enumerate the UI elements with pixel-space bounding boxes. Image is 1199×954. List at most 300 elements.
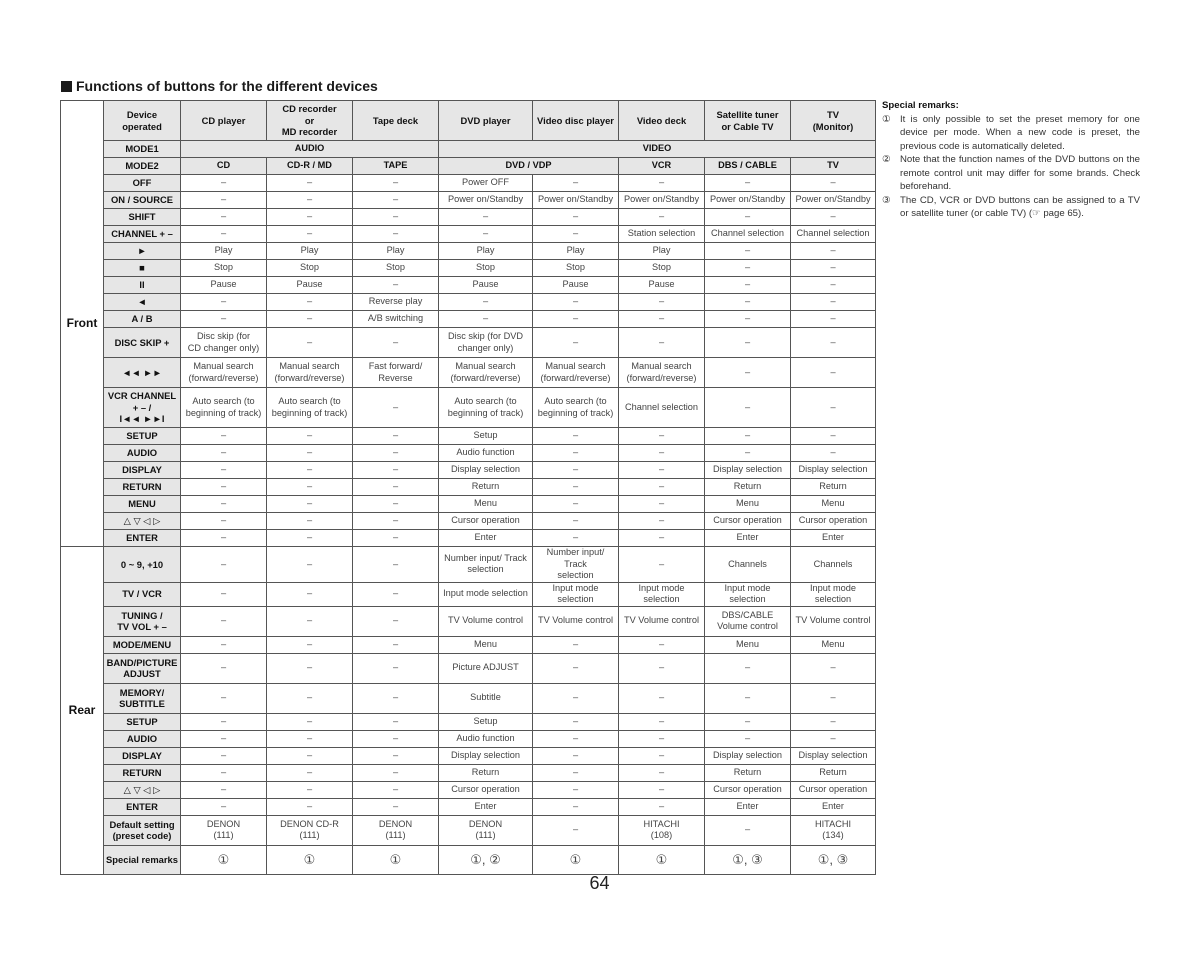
table-cell: – <box>619 479 705 496</box>
table-cell: Subtitle <box>439 683 533 713</box>
table-cell: Menu <box>791 496 876 513</box>
preset-code: – <box>533 815 619 845</box>
table-cell: – <box>619 445 705 462</box>
table-cell: – <box>181 479 267 496</box>
table-cell: Manual search (forward/reverse) <box>439 358 533 388</box>
table-row <box>61 606 876 636</box>
table-cell: – <box>533 496 619 513</box>
mode2-dbs_cable: DBS / CABLE <box>705 158 791 175</box>
table-cell: – <box>619 513 705 530</box>
button-label: AUDIO <box>104 445 181 462</box>
table-cell: – <box>791 713 876 730</box>
table-cell: – <box>533 226 619 243</box>
header-device-2: CD recorder or MD recorder <box>267 101 353 141</box>
remark-mark: ① <box>619 845 705 874</box>
header-device-5: Video disc player <box>533 101 619 141</box>
table-cell: – <box>619 764 705 781</box>
table-cell: Stop <box>181 260 267 277</box>
table-cell: Input mode selection <box>533 582 619 606</box>
table-cell: – <box>533 781 619 798</box>
table-body <box>61 101 876 875</box>
table-cell: – <box>353 713 439 730</box>
table-cell: – <box>181 530 267 547</box>
preset-code: DENON (111) <box>439 815 533 845</box>
mode2-cd: CD <box>181 158 267 175</box>
table-cell: – <box>267 462 353 479</box>
table-row <box>61 209 876 226</box>
preset-code: HITACHI (134) <box>791 815 876 845</box>
table-cell: Cursor operation <box>705 781 791 798</box>
table-cell: Pause <box>267 277 353 294</box>
table-cell: – <box>533 730 619 747</box>
table-cell: TV Volume control <box>791 606 876 636</box>
table-cell: – <box>181 798 267 815</box>
table-cell: – <box>181 175 267 192</box>
table-cell: Manual search (forward/reverse) <box>619 358 705 388</box>
button-label: ► <box>104 243 181 260</box>
table-cell: – <box>181 547 267 583</box>
table-cell: Input mode selection <box>439 582 533 606</box>
table-cell: Enter <box>791 798 876 815</box>
table-cell: Menu <box>791 636 876 653</box>
table-cell: – <box>533 713 619 730</box>
remark-number: ③ <box>882 194 891 206</box>
table-row <box>61 175 876 192</box>
table-row <box>61 226 876 243</box>
table-cell: – <box>533 479 619 496</box>
button-label: MEMORY/ SUBTITLE <box>104 683 181 713</box>
table-cell: Menu <box>439 636 533 653</box>
header-device-7: Satellite tuner or Cable TV <box>705 101 791 141</box>
table-cell: – <box>181 747 267 764</box>
table-cell: – <box>181 653 267 683</box>
table-cell: TV Volume control <box>619 606 705 636</box>
table-cell: Play <box>619 243 705 260</box>
table-cell: – <box>533 311 619 328</box>
table-cell: – <box>619 547 705 583</box>
table-cell: Pause <box>619 277 705 294</box>
table-cell: Enter <box>439 798 533 815</box>
table-cell: Audio function <box>439 445 533 462</box>
table-cell: – <box>267 428 353 445</box>
table-cell: – <box>181 311 267 328</box>
page-number: 64 <box>589 873 610 893</box>
button-label: △ ▽ ◁ ▷ <box>104 513 181 530</box>
table-cell: Display selection <box>705 462 791 479</box>
table-cell: – <box>181 294 267 311</box>
table-cell: Auto search (to beginning of track) <box>181 388 267 428</box>
table-row <box>61 358 876 388</box>
table-cell: – <box>791 445 876 462</box>
default-setting-label: Default setting (preset code) <box>104 815 181 845</box>
remark-mark: ① <box>267 845 353 874</box>
remark-number: ② <box>882 154 891 165</box>
table-cell: Pause <box>181 277 267 294</box>
table-cell: – <box>705 175 791 192</box>
button-label: ENTER <box>104 530 181 547</box>
table-cell: Display selection <box>791 462 876 479</box>
table-row <box>61 530 876 547</box>
table-cell: – <box>619 798 705 815</box>
button-label: △ ▽ ◁ ▷ <box>104 781 181 798</box>
section-heading <box>61 78 378 94</box>
table-row <box>61 101 876 141</box>
button-label: BAND/PICTURE ADJUST <box>104 653 181 683</box>
table-row <box>61 445 876 462</box>
table-cell: – <box>353 747 439 764</box>
table-cell: – <box>353 683 439 713</box>
table-cell: Reverse play <box>353 294 439 311</box>
special-remarks <box>882 99 1140 221</box>
preset-code: DENON (111) <box>353 815 439 845</box>
table-cell: TV Volume control <box>439 606 533 636</box>
table-cell: Power OFF <box>439 175 533 192</box>
table-cell: – <box>705 294 791 311</box>
table-cell: – <box>791 209 876 226</box>
table-cell: Setup <box>439 713 533 730</box>
table-cell: – <box>353 479 439 496</box>
table-cell: – <box>533 798 619 815</box>
preset-code: HITACHI (108) <box>619 815 705 845</box>
button-label: ON / SOURCE <box>104 192 181 209</box>
table-row <box>61 428 876 445</box>
table-cell: Pause <box>533 277 619 294</box>
table-cell: Return <box>705 764 791 781</box>
table-cell: – <box>267 730 353 747</box>
table-cell: – <box>439 209 533 226</box>
table-cell: – <box>619 683 705 713</box>
table-cell: – <box>353 428 439 445</box>
button-label: ENTER <box>104 798 181 815</box>
button-label: ◄◄ ►► <box>104 358 181 388</box>
table-row <box>61 311 876 328</box>
header-device-8: TV (Monitor) <box>791 101 876 141</box>
button-label: ◄ <box>104 294 181 311</box>
table-cell: – <box>353 513 439 530</box>
mode2-tv: TV <box>791 158 876 175</box>
table-cell: Power on/Standby <box>791 192 876 209</box>
remark-mark: ①, ③ <box>705 845 791 874</box>
table-cell: – <box>181 781 267 798</box>
table-row <box>61 547 876 583</box>
table-cell: – <box>533 636 619 653</box>
table-cell: – <box>353 582 439 606</box>
table-cell: – <box>619 747 705 764</box>
table-cell: – <box>353 547 439 583</box>
table-cell: Pause <box>439 277 533 294</box>
button-label: DISPLAY <box>104 462 181 479</box>
table-cell: Stop <box>619 260 705 277</box>
table-cell: – <box>533 683 619 713</box>
table-cell: – <box>705 653 791 683</box>
section-rear-label: Rear <box>61 547 104 875</box>
button-label: MODE/MENU <box>104 636 181 653</box>
table-cell: – <box>791 277 876 294</box>
mode2-dvd_vdp: DVD / VDP <box>439 158 619 175</box>
table-row <box>61 764 876 781</box>
table-cell: – <box>791 388 876 428</box>
table-cell: – <box>353 636 439 653</box>
table-cell: Power on/Standby <box>533 192 619 209</box>
table-cell: – <box>619 175 705 192</box>
mode2-tape: TAPE <box>353 158 439 175</box>
table-cell: – <box>619 294 705 311</box>
table-cell: – <box>267 582 353 606</box>
table-cell: Input mode selection <box>619 582 705 606</box>
table-cell: – <box>181 209 267 226</box>
table-cell: – <box>353 328 439 358</box>
table-cell: – <box>267 479 353 496</box>
remarks-title: Special remarks: <box>882 100 959 111</box>
table-cell: – <box>533 530 619 547</box>
table-cell: Number input/ Track selection <box>533 547 619 583</box>
table-cell: Play <box>267 243 353 260</box>
table-cell: – <box>619 496 705 513</box>
table-cell: – <box>533 209 619 226</box>
button-label: SHIFT <box>104 209 181 226</box>
button-label: ■ <box>104 260 181 277</box>
table-row <box>61 462 876 479</box>
table-cell: – <box>619 636 705 653</box>
table-cell: – <box>267 328 353 358</box>
table-cell: – <box>439 311 533 328</box>
table-cell: – <box>705 260 791 277</box>
table-row <box>61 582 876 606</box>
table-cell: – <box>619 653 705 683</box>
button-label: OFF <box>104 175 181 192</box>
table-cell: – <box>619 428 705 445</box>
button-label: MENU <box>104 496 181 513</box>
table-row <box>61 243 876 260</box>
button-label: DISC SKIP + <box>104 328 181 358</box>
button-mode1: MODE1 <box>104 141 181 158</box>
button-label: TV / VCR <box>104 582 181 606</box>
table-cell: Auto search (to beginning of track) <box>533 388 619 428</box>
table-cell: Return <box>439 764 533 781</box>
table-cell: – <box>181 636 267 653</box>
group-video: VIDEO <box>439 141 876 158</box>
table-cell: – <box>353 764 439 781</box>
table-cell: – <box>267 713 353 730</box>
table-row <box>61 781 876 798</box>
table-row <box>61 845 876 874</box>
header-device-4: DVD player <box>439 101 533 141</box>
table-cell: Setup <box>439 428 533 445</box>
header-device-6: Video deck <box>619 101 705 141</box>
group-audio: AUDIO <box>181 141 439 158</box>
table-cell: Input mode selection <box>705 582 791 606</box>
table-cell: – <box>181 713 267 730</box>
table-row <box>61 277 876 294</box>
table-cell: Disc skip (for CD changer only) <box>181 328 267 358</box>
table-cell: – <box>267 606 353 636</box>
table-cell: Return <box>791 479 876 496</box>
table-cell: – <box>705 311 791 328</box>
table-cell: – <box>181 496 267 513</box>
table-cell: – <box>181 683 267 713</box>
table-cell: – <box>619 328 705 358</box>
mode2-cdr_md: CD-R / MD <box>267 158 353 175</box>
button-label: CHANNEL + – <box>104 226 181 243</box>
table-cell: – <box>533 294 619 311</box>
table-cell: Channels <box>791 547 876 583</box>
table-cell: Cursor operation <box>791 781 876 798</box>
table-cell: Cursor operation <box>705 513 791 530</box>
table-cell: Menu <box>705 496 791 513</box>
table-cell: Menu <box>705 636 791 653</box>
table-cell: Enter <box>439 530 533 547</box>
table-cell: – <box>353 496 439 513</box>
table-cell: Return <box>791 764 876 781</box>
button-label: 0 ~ 9, +10 <box>104 547 181 583</box>
table-cell: Channel selection <box>791 226 876 243</box>
table-cell: – <box>181 428 267 445</box>
button-label: AUDIO <box>104 730 181 747</box>
table-cell: Display selection <box>439 462 533 479</box>
table-cell: – <box>533 747 619 764</box>
table-cell: – <box>791 328 876 358</box>
remark-mark: ① <box>533 845 619 874</box>
remarks-list <box>882 113 1140 221</box>
table-cell: Auto search (to beginning of track) <box>439 388 533 428</box>
table-cell: Return <box>705 479 791 496</box>
table-cell: – <box>353 730 439 747</box>
table-cell: – <box>267 798 353 815</box>
table-cell: Play <box>181 243 267 260</box>
table-cell: – <box>181 730 267 747</box>
table-cell: – <box>353 388 439 428</box>
section-front-label: Front <box>61 101 104 547</box>
table-cell: – <box>705 209 791 226</box>
table-cell: Play <box>533 243 619 260</box>
button-label: RETURN <box>104 479 181 496</box>
table-row <box>61 328 876 358</box>
table-row <box>61 747 876 764</box>
table-cell: – <box>791 260 876 277</box>
table-row <box>61 388 876 428</box>
table-cell: – <box>791 311 876 328</box>
table-row <box>61 815 876 845</box>
table-cell: – <box>705 388 791 428</box>
table-row <box>61 636 876 653</box>
table-cell: – <box>267 294 353 311</box>
table-cell: – <box>619 713 705 730</box>
button-label: RETURN <box>104 764 181 781</box>
table-row <box>61 192 876 209</box>
table-cell: – <box>439 226 533 243</box>
button-label: DISPLAY <box>104 747 181 764</box>
table-cell: – <box>181 764 267 781</box>
table-cell: Display selection <box>705 747 791 764</box>
table-row <box>61 141 876 158</box>
table-cell: Input mode selection <box>791 582 876 606</box>
remark-item <box>882 113 1140 154</box>
table-cell: – <box>619 730 705 747</box>
table-cell: – <box>705 328 791 358</box>
table-cell: – <box>533 445 619 462</box>
preset-code: DENON (111) <box>181 815 267 845</box>
table-cell: Number input/ Track selection <box>439 547 533 583</box>
button-label: A / B <box>104 311 181 328</box>
table-cell: – <box>181 513 267 530</box>
remark-number: ① <box>882 113 891 125</box>
heading-square-icon <box>61 81 72 92</box>
table-cell: – <box>181 606 267 636</box>
table-cell: Auto search (to beginning of track) <box>267 388 353 428</box>
table-cell: – <box>267 636 353 653</box>
table-cell: – <box>705 683 791 713</box>
table-cell: – <box>353 462 439 479</box>
table-cell: – <box>533 462 619 479</box>
table-cell: – <box>353 798 439 815</box>
table-cell: – <box>533 175 619 192</box>
button-label: II <box>104 277 181 294</box>
table-cell: Display selection <box>439 747 533 764</box>
table-cell: – <box>353 530 439 547</box>
table-cell: – <box>619 462 705 479</box>
table-cell: Cursor operation <box>791 513 876 530</box>
table-cell: Cursor operation <box>439 513 533 530</box>
table-cell: – <box>791 294 876 311</box>
table-cell: – <box>267 311 353 328</box>
table-cell: – <box>181 582 267 606</box>
table-cell: – <box>267 175 353 192</box>
table-cell: – <box>705 243 791 260</box>
table-cell: – <box>533 653 619 683</box>
remark-text: It is only possible to set the preset memory for one device per mode. When a new code is preset, the previous code is automatically deleted. <box>900 113 1140 152</box>
table-cell: – <box>267 496 353 513</box>
table-cell: – <box>267 747 353 764</box>
table-cell: – <box>791 653 876 683</box>
table-cell: – <box>267 445 353 462</box>
table-cell: Audio function <box>439 730 533 747</box>
table-cell: Enter <box>791 530 876 547</box>
table-cell: – <box>705 445 791 462</box>
table-cell: – <box>705 730 791 747</box>
button-mode2: MODE2 <box>104 158 181 175</box>
table-cell: Stop <box>439 260 533 277</box>
table-cell: – <box>791 358 876 388</box>
table-cell: – <box>181 445 267 462</box>
table-cell: – <box>619 781 705 798</box>
button-label: SETUP <box>104 713 181 730</box>
table-cell: Power on/Standby <box>439 192 533 209</box>
table-cell: Stop <box>533 260 619 277</box>
table-cell: – <box>267 653 353 683</box>
table-row <box>61 496 876 513</box>
table-cell: – <box>353 277 439 294</box>
table-cell: – <box>439 294 533 311</box>
table-cell: – <box>533 764 619 781</box>
table-cell: – <box>791 243 876 260</box>
table-cell: – <box>267 226 353 243</box>
table-cell: – <box>181 226 267 243</box>
table-cell: – <box>267 764 353 781</box>
table-cell: Fast forward/ Reverse <box>353 358 439 388</box>
table-cell: Stop <box>267 260 353 277</box>
table-cell: – <box>619 209 705 226</box>
preset-code: – <box>705 815 791 845</box>
special-remarks-label: Special remarks <box>104 845 181 874</box>
table-cell: – <box>353 192 439 209</box>
preset-code: DENON CD-R (111) <box>267 815 353 845</box>
button-label: TUNING / TV VOL + – <box>104 606 181 636</box>
functions-table <box>60 100 876 875</box>
table-cell: DBS/CABLE Volume control <box>705 606 791 636</box>
table-cell: Manual search (forward/reverse) <box>533 358 619 388</box>
table-cell: – <box>267 547 353 583</box>
table-cell: Power on/Standby <box>619 192 705 209</box>
